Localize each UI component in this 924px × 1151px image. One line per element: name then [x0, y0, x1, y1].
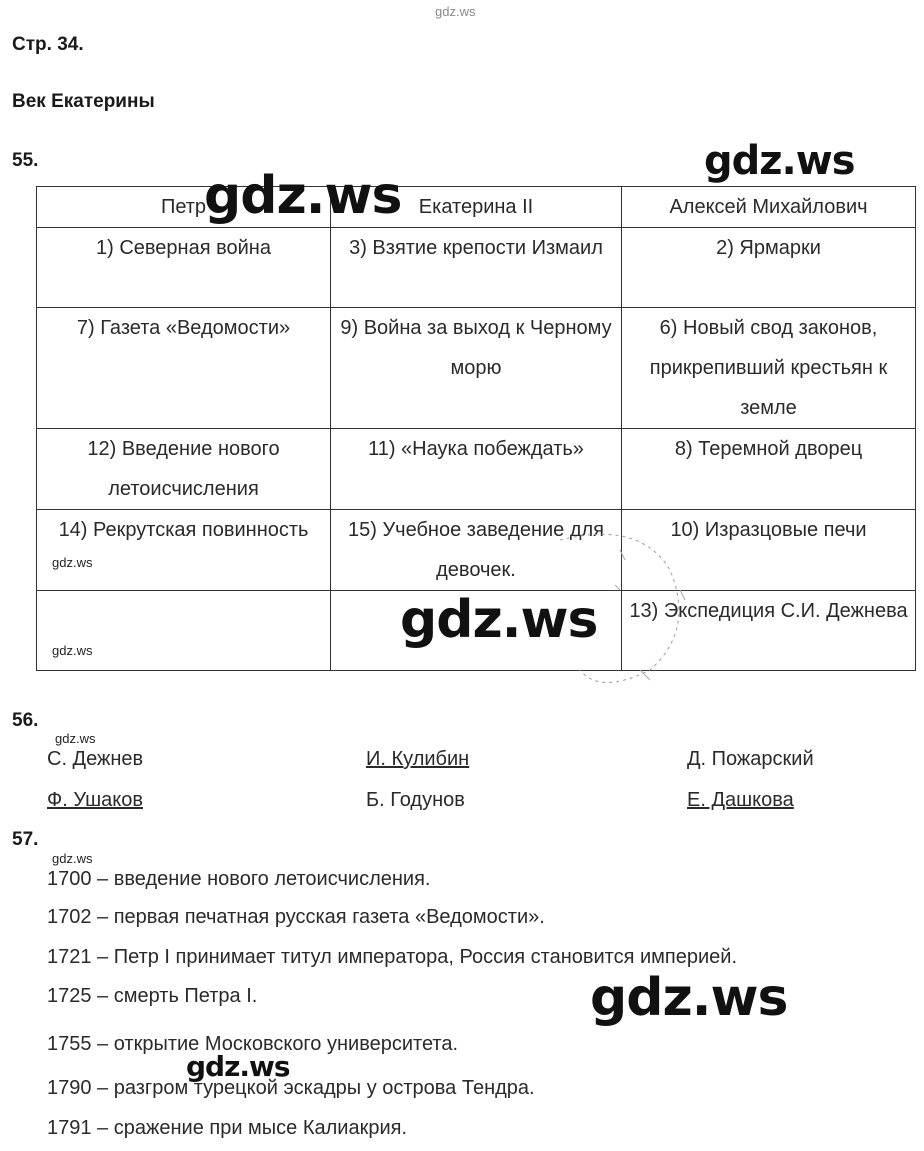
watermark-big: gdz.ws	[590, 968, 788, 1028]
watermark-small: gdz.ws	[55, 731, 96, 746]
event-item: 1702 – первая печатная русская газета «Ведомости».	[47, 906, 545, 928]
table-cell: 7) Газета «Ведомости»	[37, 308, 331, 429]
table-row	[37, 228, 916, 308]
header-cell-catherine: Екатерина II	[331, 187, 622, 228]
table-cell: 11) «Наука побеждать»	[331, 429, 622, 510]
watermark-big: gdz.ws	[400, 590, 598, 650]
event-item: 1790 – разгром турецкой эскадры у острова Тендра.	[47, 1077, 535, 1099]
name-dashkova: Е. Дашкова	[687, 789, 794, 811]
event-item: 1791 – сражение при мысе Калиакрия.	[47, 1117, 408, 1139]
page-label: Стр. 34.	[12, 34, 84, 55]
name-kulibin: И. Кулибин	[366, 748, 470, 770]
watermark-small: gdz.ws	[52, 643, 93, 658]
watermark-small: gdz.ws	[52, 555, 93, 570]
table-row	[37, 308, 916, 429]
task-56-number: 56.	[12, 710, 39, 731]
table-header-row	[37, 187, 916, 228]
event-item: 1755 – открытие Московского университета.	[47, 1033, 459, 1055]
name-ushakov: Ф. Ушаков	[47, 789, 144, 811]
watermark-top: gdz.ws	[435, 4, 476, 19]
table-cell: 1) Северная война	[37, 228, 331, 308]
table-row	[37, 510, 916, 591]
header-cell-peter: Петр	[37, 187, 331, 228]
table-cell: 2) Ярмарки	[622, 228, 916, 308]
watermark-small: gdz.ws	[52, 851, 93, 866]
name-godunov: Б. Годунов	[366, 789, 465, 811]
watermark-big: gdz.ws	[204, 166, 402, 226]
table-row	[37, 429, 916, 510]
table-cell: 10) Изразцовые печи	[622, 510, 916, 591]
name-dezhnev: С. Дежнев	[47, 748, 144, 770]
table-cell: 13) Экспедиция С.И. Дежнева	[622, 591, 916, 671]
table-cell: 6) Новый свод законов, прикрепивший крестьян к земле	[622, 308, 916, 429]
name-pozharsky: Д. Пожарский	[687, 748, 814, 770]
table-cell: 3) Взятие крепости Измаил	[331, 228, 622, 308]
table-cell: 9) Война за выход к Черному морю	[331, 308, 622, 429]
table-cell: 8) Теремной дворец	[622, 429, 916, 510]
task-57-number: 57.	[12, 829, 39, 850]
table-cell	[37, 591, 331, 671]
table-cell: 12) Введение нового летоисчисления	[37, 429, 331, 510]
watermark-big: gdz.ws	[704, 138, 855, 184]
watermark-big: gdz.ws	[186, 1050, 290, 1083]
event-item: 1700 – введение нового летоисчисления.	[47, 868, 431, 890]
table-cell: 14) Рекрутская повинность	[37, 510, 331, 591]
event-item: 1725 – смерть Петра I.	[47, 985, 258, 1007]
header-cell-alexei: Алексей Михайлович	[622, 187, 916, 228]
task-55-number: 55.	[12, 150, 39, 171]
event-item: 1721 – Петр I принимает титул императора, Россия становится империей.	[47, 946, 738, 968]
table-cell: 15) Учебное заведение для девочек.	[331, 510, 622, 591]
section-title: Век Екатерины	[12, 91, 155, 112]
